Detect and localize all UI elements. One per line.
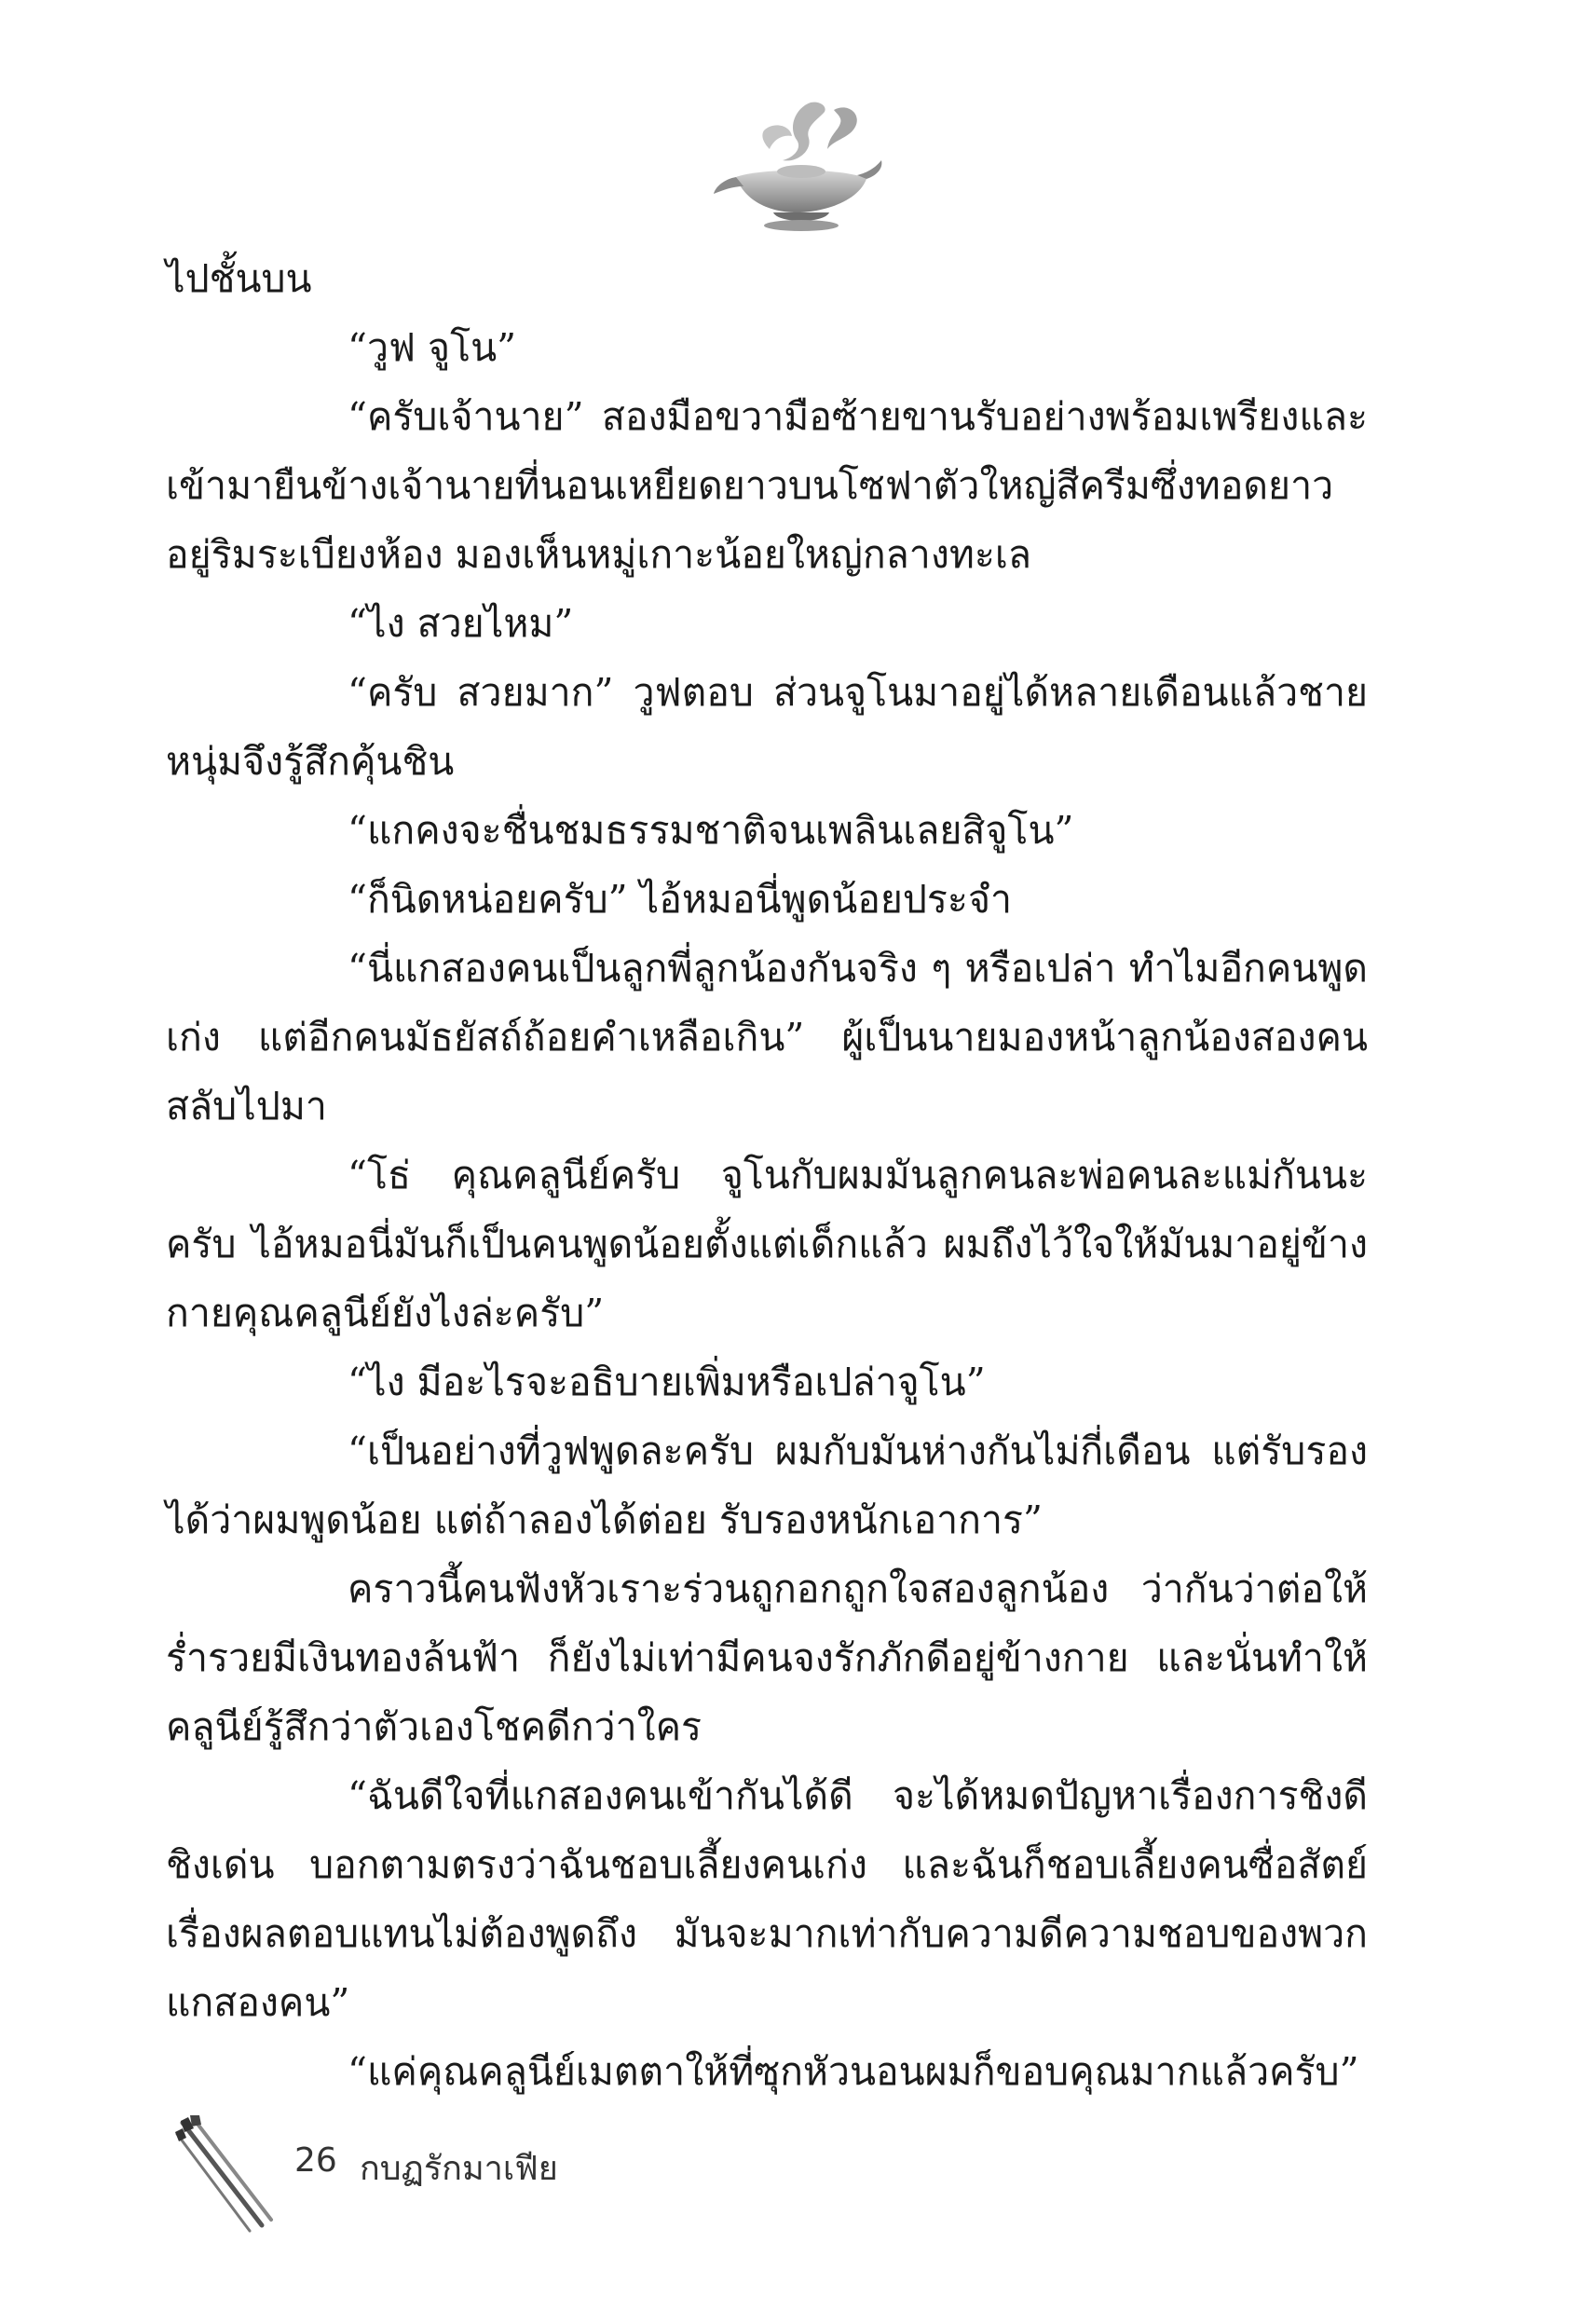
paragraph: “ฉันดีใจที่แกสองคนเข้ากันได้ดี จะได้หมดปัญหาเรื่องการชิงดีชิงเด่น บอกตามตรงว่าฉันชอบเลี้ยงคนเก่ง และฉันก็ชอบเลี้ยงคนซื่อสัตย์ เรื่องผลตอบแทนไม่ต้องพูดถึง มันจะมากเท่ากับความดีความชอบของพวกแกสองคน” [166,1773,1368,2025]
genie-lamp-icon [708,93,885,233]
paragraph: “ครับเจ้านาย” สองมือขวามือซ้ายขานรับอย่างพร้อมเพรียงและเข้ามายืนข้างเจ้านายที่นอนเหยียดยาวบนโซฟาตัวใหญ่สีครีมซึ่งทอดยาวอยู่ริมระเบียงห้อง มองเห็นหมู่เกาะน้อยใหญ่กลางทะเล [166,394,1368,577]
paragraph: “ไง มีอะไรจะอธิบายเพิ่มหรือเปล่าจูโน” [348,1360,986,1404]
body-text [166,244,1368,2106]
paragraph: “นี่แกสองคนเป็นลูกพี่ลูกน้องกันจริง ๆ หรือเปล่า ทำไมอีกคนพูดเก่ง แต่อีกคนมัธยัสถ์ถ้อยคำเหลือเกิน” ผู้เป็นนายมองหน้าลูกน้องสองคนสลับไปมา [166,946,1368,1128]
page-number: 26 [294,2141,337,2180]
paragraph: คราวนี้คนฟังหัวเราะร่วนถูกอกถูกใจสองลูกน้อง ว่ากันว่าต่อให้ร่ำรวยมีเงินทองล้นฟ้า ก็ยังไม่เท่ามีคนจงรักภักดีอยู่ข้างกาย และนั่นทำให้คลูนีย์รู้สึกว่าตัวเองโชคดีกว่าใคร [166,1566,1368,1749]
paragraph: “ครับ สวยมาก” วูฟตอบ ส่วนจูโนมาอยู่ได้หลายเดือนแล้วชายหนุ่มจึงรู้สึกคุ้นชิน [166,670,1368,784]
page-footer [173,2115,825,2236]
paragraph: “เป็นอย่างที่วูฟพูดละครับ ผมกับมันห่างกันไม่กี่เดือน แต่รับรองได้ว่าผมพูดน้อย แต่ถ้าลองได้ต่อย รับรองหนักเอาการ” [166,1429,1368,1542]
paragraph: ไปชั้นบน [166,256,312,301]
brushes-icon [173,2115,304,2236]
book-title: กบฏรักมาเฟีย [360,2150,558,2188]
paragraph: “วูฟ จูโน” [348,325,517,370]
paragraph: “ก็นิดหน่อยครับ” ไอ้หมอนี่พูดน้อยประจำ [348,877,1012,922]
paragraph: “แค่คุณคลูนีย์เมตตาให้ที่ซุกหัวนอนผมก็ขอบคุณมากแล้วครับ” [348,2049,1359,2094]
paragraph: “ไง สวยไหม” [348,601,574,646]
paragraph: “แกคงจะชื่นชมธรรมชาติจนเพลินเลยสิจูโน” [348,808,1074,853]
paragraph: “โธ่ คุณคลูนีย์ครับ จูโนกับผมมันลูกคนละพ่อคนละแม่กันนะครับ ไอ้หมอนี่มันก็เป็นคนพูดน้อยตั้งแต่เด็กแล้ว ผมถึงไว้ใจให้มันมาอยู่ข้างกายคุณคลูนีย์ยังไงล่ะครับ” [166,1153,1368,1335]
